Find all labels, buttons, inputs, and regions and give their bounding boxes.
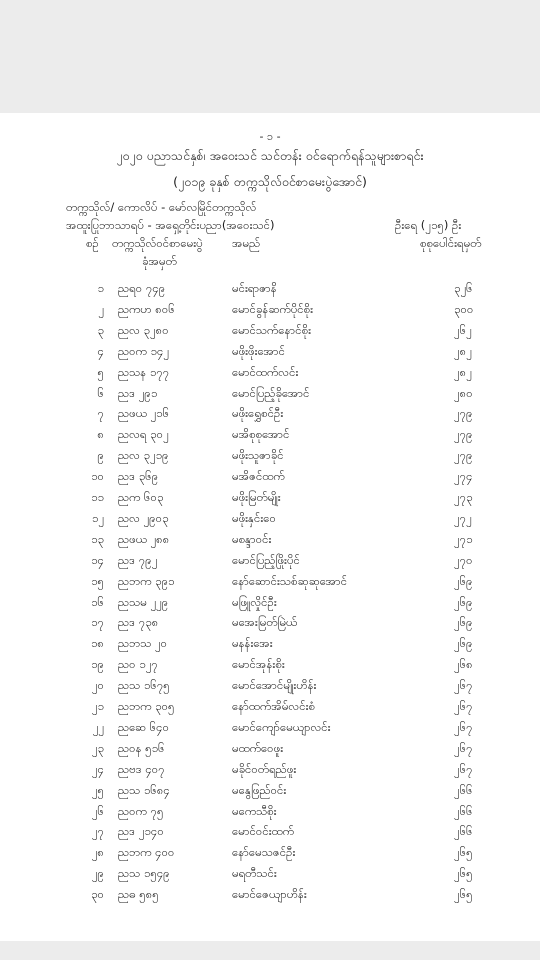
- cell-total-marks: ၃၀၀: [454, 301, 474, 316]
- cell-roll-number: ညဓ ၅၈၅: [118, 887, 159, 902]
- cell-no: ၂၃: [91, 740, 104, 755]
- cell-total-marks: ၂၆၇: [454, 678, 473, 693]
- total-count: ဦးရေ (၂၁၅) ဦး: [395, 218, 462, 232]
- cell-name: မအိစုစုအောင်: [232, 427, 290, 442]
- cell-name: မအေးမြတ်မြဲယ်: [232, 615, 298, 630]
- cell-roll-number: ညဘသ ၂၀: [118, 636, 168, 651]
- cell-total-marks: ၂၇၂: [454, 510, 472, 525]
- cell-roll-number: ညဒ ၇၃၈: [118, 615, 159, 630]
- cell-total-marks: ၂၆၆: [454, 803, 473, 818]
- screenshot-bottom-margin: [0, 941, 540, 960]
- cell-no: ၂၆: [91, 803, 104, 818]
- cell-roll-number: ညဘက ၃၀၅: [118, 699, 175, 713]
- cell-total-marks: ၂၈၂: [454, 364, 472, 379]
- cell-name: မောင်အောင်မျိုးဟိန်း: [232, 678, 317, 693]
- cell-roll-number: ညဒ ၂၁၄၀: [118, 824, 164, 839]
- cell-name: မောင်ခွန်ဆက်ပိုင်စိုး: [232, 301, 314, 316]
- cell-total-marks: ၂၇၁: [454, 531, 473, 546]
- cell-no: ၁: [97, 281, 104, 295]
- cell-no: ၁၆: [91, 594, 104, 609]
- header-no: စဉ်: [86, 236, 99, 250]
- cell-total-marks: ၂၆၉: [454, 573, 473, 588]
- cell-roll-number: ညလ ၂၉၀၃: [118, 510, 169, 525]
- cell-name: မရတီသင်း: [232, 866, 277, 881]
- cell-no: ၂၈: [91, 845, 104, 860]
- cell-no: ၁၄: [91, 552, 104, 567]
- cell-total-marks: ၂၆၈: [454, 657, 473, 672]
- major-subject-line: အထူးပြုဘာသာရပ် - အရှေ့တိုင်းပညာ(အဝေးသင်): [66, 218, 275, 232]
- cell-no: ၁၁: [91, 490, 104, 504]
- cell-roll-number: ညဗဒ ၄၀၇: [118, 761, 165, 776]
- cell-roll-number: ညသန ၁၇၇: [118, 364, 170, 379]
- cell-no: ၁၃: [91, 531, 104, 546]
- cell-roll-number: ညဝက ၇၅: [118, 803, 164, 818]
- cell-total-marks: ၂၆၆: [454, 824, 473, 839]
- cell-roll-number: ညဝ ၁၂၇: [118, 657, 158, 672]
- cell-no: ၁၀: [91, 469, 104, 484]
- cell-no: ၂၁: [91, 699, 104, 713]
- cell-roll-number: ညဖယ ၂၁၆: [118, 406, 170, 421]
- cell-name: မဖိုးနှင်းဝေ: [232, 510, 277, 525]
- cell-roll-number: ညက ၆၀၃: [118, 490, 164, 504]
- cell-roll-number: ညသ ၁၅၄၉: [118, 866, 170, 881]
- cell-roll-number: ညဘက ၃၉၁: [118, 573, 175, 588]
- cell-no: ၁၇: [91, 615, 104, 630]
- cell-name: မထက်ဝေဖူး: [232, 740, 284, 755]
- cell-roll-number: ညလ ၃၂၈၀: [118, 322, 169, 337]
- header-roll-number: တက္ကသိုလ်ဝင်စာမေးပွဲ: [112, 236, 203, 250]
- cell-roll-number: ညဖယ ၂၈၈: [118, 531, 170, 546]
- cell-no: ၂၂: [92, 719, 104, 734]
- cell-roll-number: ညဝန ၅၁၆: [118, 740, 165, 755]
- cell-roll-number: ညရ၀ ၇၄၉: [118, 281, 166, 295]
- cell-total-marks: ၂၆၅: [454, 887, 473, 902]
- cell-no: ၈: [97, 427, 104, 442]
- cell-total-marks: ၃၂၆: [454, 281, 473, 295]
- cell-name: မအိဇင်ထက်: [232, 469, 285, 484]
- cell-total-marks: ၂၇၉: [454, 406, 473, 421]
- document-subtitle: (၂၀၁၉ ခုနှစ် တက္ကသိုလ်ဝင်စာမေးပွဲအောင်): [173, 174, 367, 189]
- cell-no: ၂၅: [91, 782, 104, 797]
- cell-no: ၂၀: [91, 678, 104, 693]
- cell-roll-number: ညဒ ၂၉၁: [118, 385, 158, 400]
- cell-no: ၃: [97, 322, 104, 337]
- cell-name: မဖိုးဖိုးအောင်: [232, 343, 286, 358]
- cell-roll-number: ညဘက ၄၀၀: [118, 845, 175, 860]
- cell-roll-number: ညဒ ၇၉၂: [118, 552, 158, 567]
- cell-no: ၂၉: [91, 866, 104, 881]
- cell-name: မဖိုးသူဇာခိုင်: [232, 448, 284, 463]
- cell-name: မနန်းအေး: [232, 636, 273, 651]
- cell-no: ၇: [97, 406, 104, 421]
- cell-total-marks: ၂၇၃: [454, 490, 473, 504]
- cell-roll-number: ညဝက ၁၄၂: [118, 343, 170, 358]
- header-roll-number-line2: ခုံအမှတ်: [142, 254, 177, 268]
- cell-name: မဖိုးရွှေစင်ဦး: [232, 406, 284, 421]
- cell-no: ၂၄: [91, 761, 104, 776]
- cell-total-marks: ၂၆၅: [454, 845, 473, 860]
- cell-name: မစန္ဒာဝင်း: [232, 531, 272, 546]
- cell-total-marks: ၂၆၆: [454, 782, 473, 797]
- cell-roll-number: ညကဟ ၈၀၆: [118, 301, 175, 316]
- cell-name: မင်းရာဇာနိ: [232, 281, 277, 295]
- cell-no: ၂၇: [91, 824, 104, 839]
- cell-roll-number: ညဆေ ၆၄၀: [118, 719, 170, 734]
- cell-name: မောင်ပြည့်ခိုအောင်: [232, 385, 310, 400]
- cell-roll-number: ညလ ၃၂၁၉: [118, 448, 169, 463]
- cell-name: မောင်အုန်းစိုး: [232, 657, 285, 672]
- cell-name: မနွေဖြည်ဝင်း: [232, 782, 287, 797]
- cell-name: မောင်ဝင်းထက်: [232, 824, 295, 839]
- cell-total-marks: ၂၇၄: [454, 469, 473, 484]
- cell-name: မောင်ကျော်မေယျာလင်း: [232, 719, 331, 734]
- cell-total-marks: ၂၆၉: [454, 594, 473, 609]
- header-name: အမည်: [232, 236, 261, 250]
- cell-name: နော်ဆောင်းသစ်ဆုဆုအောင်: [232, 573, 348, 588]
- cell-no: ၉: [97, 448, 104, 463]
- cell-name: နော်ထက်အိမ်လင်းစံ: [232, 699, 315, 713]
- cell-total-marks: ၂၇၉: [454, 448, 473, 463]
- cell-total-marks: ၂၆၅: [454, 866, 473, 881]
- cell-name: မခိုင်ဝတ်ရည်ဖူး: [232, 761, 297, 776]
- cell-name: မကေသီစိုး: [232, 803, 277, 818]
- cell-name: မောင်ပြည့်ဖြိုးပိုင်: [232, 552, 300, 567]
- cell-total-marks: ၂၆၇: [454, 699, 473, 713]
- cell-total-marks: ၂၈၂: [454, 343, 472, 358]
- cell-total-marks: ၂၆၂: [454, 322, 472, 337]
- cell-name: မဖိုးမြတ်မျိုး: [232, 490, 281, 504]
- cell-no: ၅: [97, 364, 104, 379]
- cell-roll-number: ညသ ၁၆၈၄: [118, 782, 170, 797]
- cell-no: ၁၈: [90, 636, 104, 651]
- cell-no: ၁၅: [91, 573, 104, 588]
- cell-total-marks: ၂၆၉: [454, 636, 473, 651]
- cell-no: ၃၀: [91, 887, 104, 902]
- screenshot-top-margin: [0, 0, 540, 113]
- cell-name: မောင်ထက်လင်း: [232, 364, 299, 379]
- cell-roll-number: ညဒ ၃၆၉: [118, 469, 159, 484]
- cell-name: နော်မေသဇင်ဦး: [232, 845, 296, 860]
- document-title: ၂၀၂၀ ပညာသင်နှစ်၊ အဝေးသင် သင်တန်း ဝင်ရောက်ရန်သူများစာရင်း: [116, 148, 424, 163]
- cell-total-marks: ၂၆၇: [454, 761, 473, 776]
- cell-roll-number: ညလရ ၃၀၂: [118, 427, 169, 442]
- cell-no: ၆: [97, 385, 104, 400]
- cell-total-marks: ၂၇၀: [454, 552, 473, 567]
- header-total-marks: စုစုပေါင်းရမှတ်: [420, 236, 482, 250]
- cell-total-marks: ၂၆၉: [454, 615, 473, 630]
- cell-total-marks: ၂၈၀: [454, 385, 473, 400]
- cell-name: မဖြူလှိုင်ဦး: [232, 594, 277, 609]
- page-number: - ၁ -: [259, 130, 281, 143]
- cell-roll-number: ညသမ ၂၂၉: [118, 594, 169, 609]
- cell-no: ၂: [98, 301, 104, 316]
- cell-no: ၁၉: [91, 657, 104, 672]
- cell-no: ၁၂: [91, 510, 104, 525]
- university-line: တက္ကသိုလ်/ ကောလိပ် - မော်လမြိုင်တက္ကသိုလ်: [66, 200, 257, 214]
- cell-roll-number: ညသ ၁၆၇၅: [118, 678, 170, 693]
- table-row: [0, 887, 540, 911]
- cell-total-marks: ၂၆၇: [454, 740, 473, 755]
- cell-total-marks: ၂၆၇: [454, 719, 473, 734]
- cell-no: ၄: [97, 343, 104, 358]
- cell-total-marks: ၂၇၉: [454, 427, 473, 442]
- cell-name: မောင်သက်နောင်စိုး: [232, 322, 311, 337]
- cell-name: မောင်ဇေယျာဟိန်း: [232, 887, 307, 902]
